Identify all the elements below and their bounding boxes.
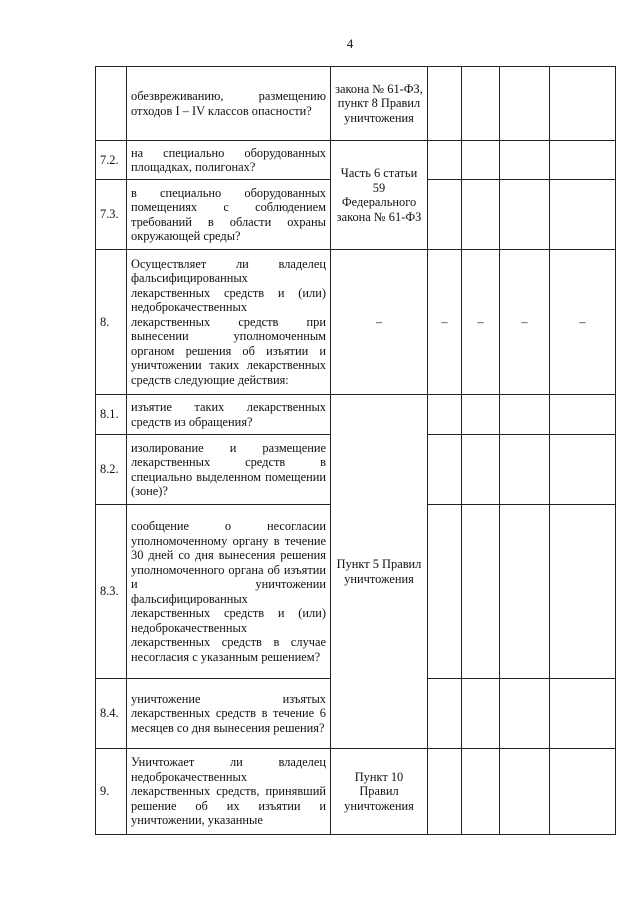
item-number: [96, 67, 127, 141]
legal-reference: Пункт 10 Правил уничтожения: [331, 749, 428, 835]
legal-reference: Часть 6 статьи 59 Федерального закона № 61-ФЗ: [331, 141, 428, 250]
item-number: 8.: [96, 250, 127, 395]
item-number: 7.2.: [96, 141, 127, 180]
answer-cell: [500, 141, 550, 180]
table-row: [96, 67, 616, 141]
answer-cell: [462, 749, 500, 835]
answer-cell: [462, 67, 500, 141]
answer-cell: [462, 679, 500, 749]
question-text: обезвреживанию, размещению отходов I – IV классов опасности?: [127, 67, 331, 141]
question-text: сообщение о несогласии уполномоченному органу в течение 30 дней со дня вынесения решения уполномоченного органа об изъятии и уничтожении фальсифицированных лекарственных средств и (или) недоброкачественных лекарственных средств в случае несогласия с указанным решением?: [127, 505, 331, 679]
answer-cell: [428, 679, 462, 749]
item-number: 8.4.: [96, 679, 127, 749]
answer-cell: [428, 395, 462, 435]
item-number: 8.3.: [96, 505, 127, 679]
question-text: Уничтожает ли владелец недоброкачественных лекарственных средств, принявший решение об их изъятии и уничтожении, указанные: [127, 749, 331, 835]
question-text: в специально оборудованных помещениях с соблюдением требований в области охраны окружающей среды?: [127, 180, 331, 250]
answer-cell: [428, 141, 462, 180]
answer-cell: –: [550, 250, 616, 395]
answer-cell: [428, 435, 462, 505]
answer-cell: [428, 505, 462, 679]
answer-cell: [500, 67, 550, 141]
answer-cell: [550, 395, 616, 435]
answer-cell: [500, 435, 550, 505]
item-number: 8.1.: [96, 395, 127, 435]
answer-cell: [550, 679, 616, 749]
answer-cell: [550, 180, 616, 250]
answer-cell: [462, 395, 500, 435]
answer-cell: [500, 395, 550, 435]
table-row: [96, 395, 616, 435]
question-text: Осуществляет ли владелец фальсифицированных лекарственных средств и (или) недоброкачественных лекарственных средств при вынесении уполномоченным органом решения об изъятии и уничтожении таких лекарственных средств следующие действия:: [127, 250, 331, 395]
answer-cell: –: [428, 250, 462, 395]
answer-cell: [428, 67, 462, 141]
answer-cell: [462, 505, 500, 679]
answer-cell: [462, 180, 500, 250]
answer-cell: [428, 180, 462, 250]
answer-cell: [500, 749, 550, 835]
table-row: [96, 141, 616, 180]
answer-cell: [500, 679, 550, 749]
checklist-table: [95, 66, 616, 835]
answer-cell: [462, 141, 500, 180]
legal-reference: –: [331, 250, 428, 395]
answer-cell: [550, 141, 616, 180]
item-number: 8.2.: [96, 435, 127, 505]
answer-cell: –: [462, 250, 500, 395]
answer-cell: –: [500, 250, 550, 395]
answer-cell: [500, 505, 550, 679]
question-text: уничтожение изъятых лекарственных средств в течение 6 месяцев со дня вынесения решения?: [127, 679, 331, 749]
question-text: изолирование и размещение лекарственных средств в специально выделенном помещении (зоне)?: [127, 435, 331, 505]
question-text: на специально оборудованных площадках, полигонах?: [127, 141, 331, 180]
answer-cell: [462, 435, 500, 505]
answer-cell: [428, 749, 462, 835]
legal-reference: закона № 61-ФЗ, пункт 8 Правил уничтожения: [331, 67, 428, 141]
item-number: 7.3.: [96, 180, 127, 250]
page-number: 4: [346, 36, 354, 51]
item-number: 9.: [96, 749, 127, 835]
answer-cell: [550, 505, 616, 679]
table-row: [96, 250, 616, 395]
answer-cell: [550, 435, 616, 505]
answer-cell: [550, 67, 616, 141]
table-row: [96, 749, 616, 835]
question-text: изъятие таких лекарственных средств из обращения?: [127, 395, 331, 435]
legal-reference: Пункт 5 Правил уничтожения: [331, 395, 428, 749]
answer-cell: [500, 180, 550, 250]
answer-cell: [550, 749, 616, 835]
